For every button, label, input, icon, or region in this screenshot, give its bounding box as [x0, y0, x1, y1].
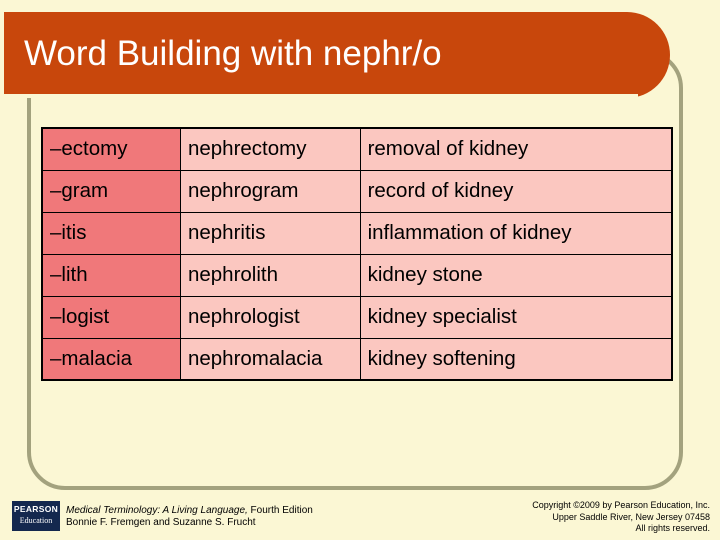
logo-subtitle: Education: [19, 515, 53, 525]
meaning-cell: inflammation of kidney: [360, 212, 672, 254]
term-cell: nephrectomy: [180, 128, 360, 170]
suffix-cell: –logist: [42, 296, 180, 338]
term-cell: nephritis: [180, 212, 360, 254]
term-cell: nephrolith: [180, 254, 360, 296]
title-underline: [4, 94, 638, 98]
book-authors: Bonnie F. Fremgen and Suzanne S. Frucht: [66, 517, 256, 528]
logo-brand: PEARSON: [13, 504, 59, 514]
suffix-cell: –lith: [42, 254, 180, 296]
copyright-rights: All rights reserved.: [635, 523, 710, 533]
slide-title: Word Building with nephr/o: [24, 34, 442, 73]
table-row: [42, 128, 672, 170]
meaning-cell: kidney stone: [360, 254, 672, 296]
copyright-line: Copyright ©2009 by Pearson Education, Inc.: [532, 500, 710, 510]
table-row: [42, 338, 672, 380]
suffix-cell: –gram: [42, 170, 180, 212]
book-title: Medical Terminology: A Living Language,: [66, 505, 248, 516]
table-row: [42, 170, 672, 212]
copyright-address: Upper Saddle River, New Jersey 07458: [552, 511, 710, 522]
meaning-cell: record of kidney: [360, 170, 672, 212]
book-title-line: [66, 505, 313, 517]
meaning-cell: kidney specialist: [360, 296, 672, 338]
book-citation: [66, 505, 313, 529]
copyright-notice: [532, 500, 710, 535]
term-cell: nephrologist: [180, 296, 360, 338]
term-cell: nephrogram: [180, 170, 360, 212]
suffix-cell: –ectomy: [42, 128, 180, 170]
suffix-cell: –itis: [42, 212, 180, 254]
word-building-table: [41, 127, 673, 381]
pearson-logo: [12, 501, 60, 531]
table-row: [42, 296, 672, 338]
table-row: [42, 254, 672, 296]
book-edition: Fourth Edition: [247, 505, 313, 516]
term-cell: nephromalacia: [180, 338, 360, 380]
suffix-cell: –malacia: [42, 338, 180, 380]
table-row: [42, 212, 672, 254]
meaning-cell: removal of kidney: [360, 128, 672, 170]
meaning-cell: kidney softening: [360, 338, 672, 380]
